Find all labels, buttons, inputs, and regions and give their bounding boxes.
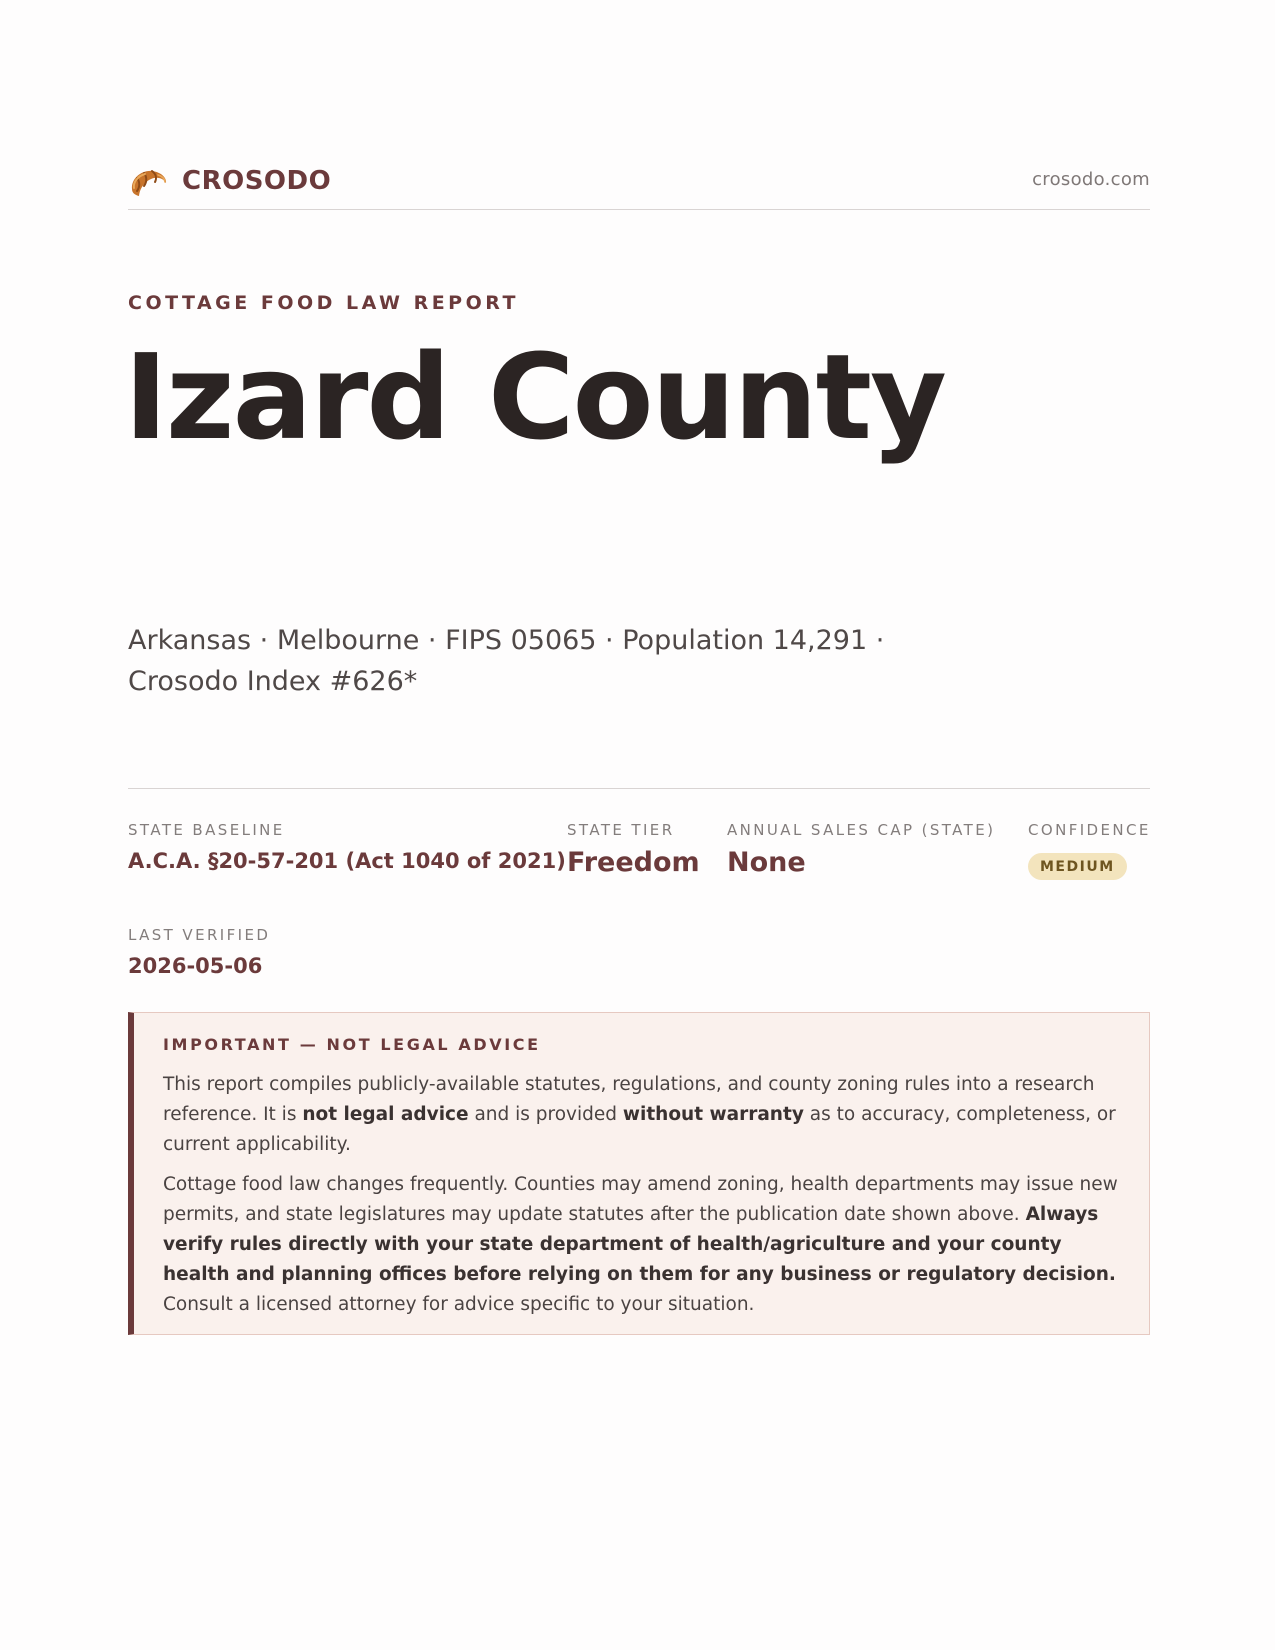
stat-label: STATE TIER	[567, 821, 675, 839]
stat-value: A.C.A. §20-57-201 (Act 1040 of 2021)	[128, 849, 566, 873]
notice-emphasis: Always verify rules directly with your state department of health/agriculture and your county health and planning offices before relying on them for any business or regulatory decision.	[163, 1204, 1116, 1285]
croissant-icon	[128, 162, 170, 200]
page-title: Izard County	[124, 328, 945, 466]
stat-last-verified	[128, 926, 270, 978]
legal-notice	[128, 1012, 1150, 1335]
stat-label: ANNUAL SALES CAP (STATE)	[727, 821, 996, 839]
county-summary-line-1: Arkansas · Melbourne · FIPS 05065 · Population 14,291 ·	[128, 625, 885, 656]
county-summary	[128, 620, 1028, 702]
stat-state-tier	[567, 821, 700, 878]
stat-label: LAST VERIFIED	[128, 926, 271, 944]
stat-state-baseline	[128, 821, 566, 873]
notice-text: as to accuracy, completeness, or current applicability.	[163, 1104, 1116, 1155]
stat-confidence	[1028, 821, 1151, 880]
legal-notice-paragraph-1	[163, 1070, 1123, 1160]
stat-label: CONFIDENCE	[1028, 821, 1151, 839]
legal-notice-title: IMPORTANT — NOT LEGAL ADVICE	[163, 1035, 541, 1054]
notice-text: This report compiles publicly-available statutes, regulations, and county zoning rules into a research reference. It is	[163, 1074, 1095, 1125]
notice-text: Cottage food law changes frequently. Counties may amend zoning, health departments may issue new permits, and state legislatures may update statutes after the publication date shown above.	[163, 1174, 1118, 1225]
notice-text: and is provided	[468, 1104, 623, 1125]
brand	[128, 162, 331, 200]
brand-name: CROSODO	[182, 166, 332, 196]
site-url[interactable]: crosodo.com	[1032, 169, 1150, 190]
stat-annual-sales-cap	[727, 821, 995, 878]
county-summary-line-2: Crosodo Index #626*	[128, 666, 418, 697]
stat-value: Freedom	[567, 847, 700, 878]
legal-notice-paragraph-2	[163, 1170, 1123, 1320]
notice-emphasis: not legal advice	[302, 1104, 469, 1125]
stat-label: STATE BASELINE	[128, 821, 285, 839]
section-divider	[128, 788, 1150, 789]
page-header	[128, 158, 1150, 210]
stat-value: 2026-05-06	[128, 954, 263, 978]
notice-emphasis: without warranty	[622, 1104, 804, 1125]
stat-value: None	[727, 847, 806, 878]
confidence-badge: MEDIUM	[1028, 853, 1127, 880]
report-eyebrow: COTTAGE FOOD LAW REPORT	[128, 292, 519, 314]
notice-text: Consult a licensed attorney for advice specific to your situation.	[163, 1294, 755, 1315]
